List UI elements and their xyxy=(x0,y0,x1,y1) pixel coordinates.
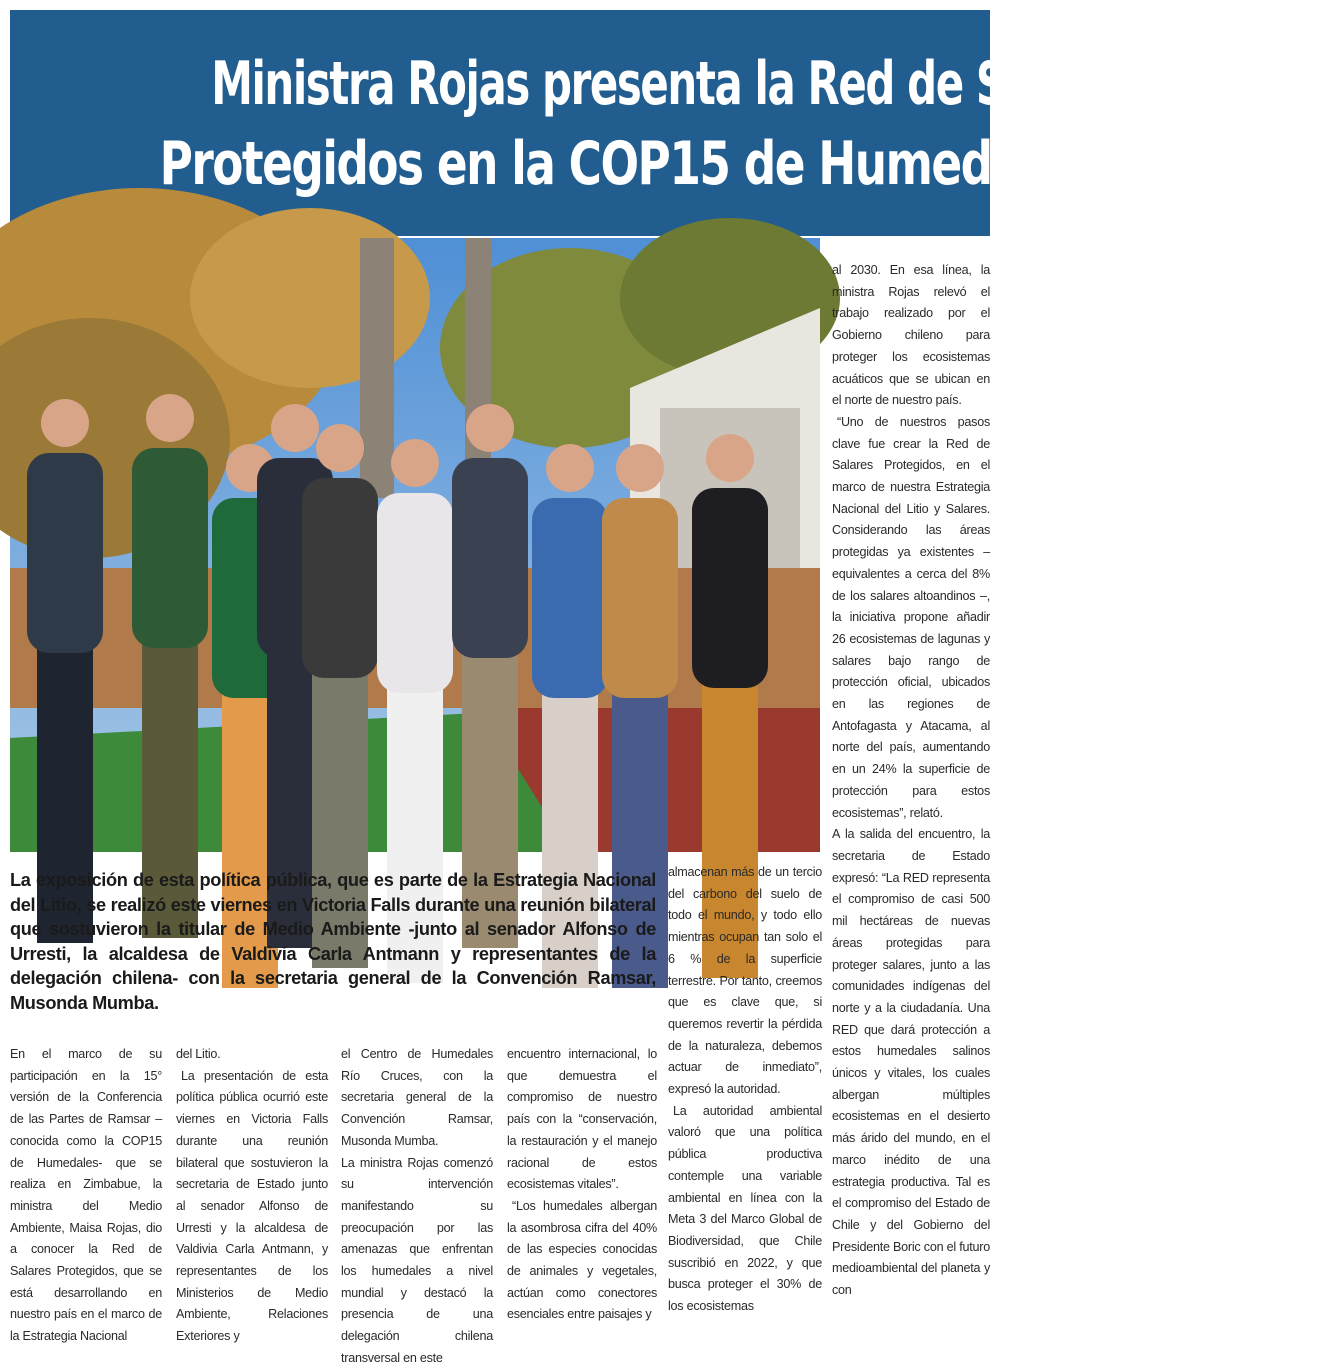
person-torso xyxy=(692,488,768,688)
article-column-6 xyxy=(832,260,990,1302)
person-torso xyxy=(602,498,678,698)
person-head xyxy=(391,439,439,487)
paragraph: En el marco de su participación en la 15° versión de la Conferencia de las Partes de Ramsar –conocida como la COP15 de Humedales- que se realiza en Zimbabue, la ministra del Medio Ambiente, Maisa Rojas, dio a conocer la Red de Salares Protegidos, que se está desarrollando en nuestro país en el marco de la Estrategia Nacional xyxy=(10,1047,162,1344)
article-column-3 xyxy=(341,1044,493,1370)
headline xyxy=(10,44,1142,204)
person-head xyxy=(466,404,514,452)
paragraph: encuentro internacional, lo que demuestra el compromiso de nuestro país con la “conservación, la restauración y el manejo racional de estos ecosistemas vitales”. xyxy=(507,1047,657,1192)
person-head xyxy=(146,394,194,442)
paragraph: La ministra Rojas comenzó su intervención manifestando su preocupación por las amenazas que enfrentan los humedales a nivel mundial y destacó la presencia de una delegación chilena transversal en este xyxy=(341,1155,493,1365)
paragraph: almacenan más de un tercio del carbono del suelo de todo el mundo, y todo ello mientras ocupan tan solo el 6 % de la superficie terrestre. Por tanto, creemos que es clave que, si queremos revertir la pérdida de la naturaleza, debemos actuar de inmediato”, expresó la autoridad. xyxy=(668,865,822,1097)
paragraph: “Uno de nuestros pasos clave fue crear la Red de Salares Protegidos, en el marco de nuestra Estrategia Nacional del Litio y Salares. Considerando las áreas protegidas ya existentes – equivalentes a cerca del 8% de los salares altoandinos –, la iniciativa propone añadir 26 ecosistemas de lagunas y salares bajo rango de protección oficial, ubicados en las regiones de Antofagasta y Atacama, al norte del país, aumentando en un 24% la superficie de protección para estos ecosistemas”, relató. xyxy=(832,414,990,820)
article-column-4 xyxy=(507,1044,657,1326)
headline-row-1 xyxy=(10,44,1142,124)
person-head xyxy=(271,404,319,452)
person-head xyxy=(41,399,89,447)
person-torso xyxy=(132,448,208,648)
person-torso xyxy=(27,453,103,653)
lead-paragraph: La exposición de esta política pública, que es parte de la Estrategia Nacional del Litio, se realizó este viernes en Victoria Falls durante una reunión bilateral que sostuvieron la titular de Medio Ambiente -junto al senador Alfonso de Urresti, la alcaldesa de Valdivia Carla Antmann y representantes de la delegación chilena- con la secretaria general de la Convención Ramsar, Musonda Mumba. xyxy=(10,870,656,1013)
paragraph: La autoridad ambiental valoró que una política pública productiva contemple una variable ambiental en línea con la Meta 3 del Marco Global de Biodiversidad, que Chile suscribió en 2022, y que busca proteger el 30% de los ecosistemas xyxy=(668,1103,822,1314)
person-head xyxy=(316,424,364,472)
group-photo xyxy=(10,238,820,852)
person-torso xyxy=(532,498,608,698)
headline-line-2: Protegidos en la COP15 de Humedales xyxy=(159,129,1090,199)
paragraph: La presentación de esta política pública ocurrió este viernes en Victoria Falls durante una reunión bilateral que sostuvieron la secretaria de Estado junto al senador Alfonso de Urresti y la alcaldesa de Valdivia Carla Antmann, y representantes de los Ministerios de Medio Ambiente, Relaciones Exteriores y xyxy=(176,1068,328,1344)
person-torso xyxy=(302,478,378,678)
article-column-1 xyxy=(10,1044,162,1348)
paragraph: A la salida del encuentro, la secretaria de Estado expresó: “La RED representa el compromiso de casi 500 mil hectáreas de nuevas áreas protegidas para proteger salares, junto a las comunidades indígenas del norte y a la ciudadanía. Una RED que dará protección a estos humedales salinos únicos y vitales, los cuales albergan múltiples ecosistemas en el desierto más árido del mundo, en el marco inédito de una estrategia productiva. Tal es el compromiso del Estado de Chile y del Gobierno del Presidente Boric con el futuro medioambiental del planeta y con xyxy=(832,827,990,1298)
person-head xyxy=(706,434,754,482)
headline-line-1: Ministra Rojas presenta la Red de Salares xyxy=(211,49,1142,119)
person-head xyxy=(616,444,664,492)
person-torso xyxy=(452,458,528,658)
article-column-5 xyxy=(668,862,822,1318)
paragraph: el Centro de Humedales Río Cruces, con la secretaria general de la Convención Ramsar, Musonda Mumba. xyxy=(341,1047,493,1148)
article-column-2 xyxy=(176,1044,328,1348)
paragraph: al 2030. En esa línea, la ministra Rojas relevó el trabajo realizado por el Gobierno chileno para proteger los ecosistemas acuáticos que se ubican en el norte de nuestro país. xyxy=(832,263,990,408)
paragraph: del Litio. xyxy=(176,1047,221,1061)
person-torso xyxy=(377,493,453,693)
paragraph: “Los humedales albergan la asombrosa cifra del 40% de las especies conocidas de animales y vegetales, actúan como conectores esenciales entre paisajes y xyxy=(507,1198,657,1322)
person-head xyxy=(546,444,594,492)
